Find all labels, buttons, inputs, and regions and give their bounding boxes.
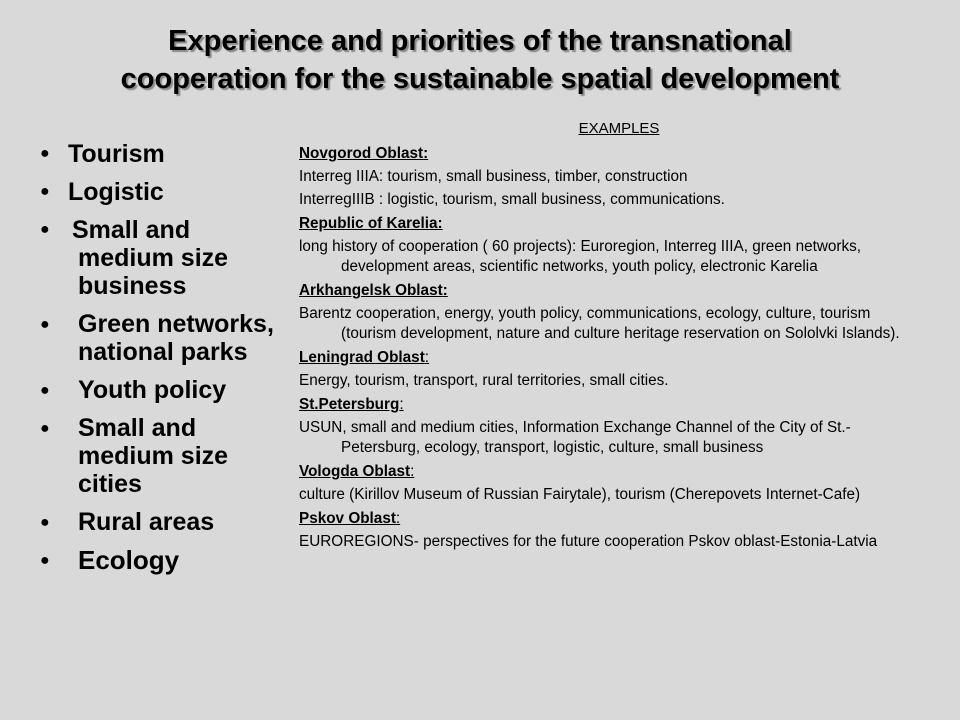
- region-heading: [299, 508, 924, 529]
- priority-item: [40, 310, 290, 366]
- bullet-icon: ●: [40, 514, 50, 531]
- slide-title-line-1: Experience and priorities of the transnational: [168, 25, 792, 57]
- region-example: USUN, small and medium cities, Information Exchange Channel of the City of St.-Petersburg, ecology, transport, logistic, culture, small business: [299, 419, 851, 456]
- region-heading: [299, 461, 924, 482]
- region-name: Arkhangelsk Oblast: [299, 282, 443, 299]
- region-heading: [299, 347, 924, 368]
- priority-label: Rural areas: [78, 508, 215, 536]
- region-example: Barentz cooperation, energy, youth policy, communications, ecology, culture, tourism (tourism development, nature and culture heritage reservation on Sololvki Islands).: [299, 305, 900, 342]
- examples-heading: EXAMPLES: [578, 120, 660, 137]
- priority-item: [40, 178, 290, 206]
- priority-label: Small and medium size business: [72, 216, 229, 300]
- priority-item: [40, 216, 290, 300]
- slide-title: [20, 22, 940, 98]
- region-colon: :: [395, 510, 401, 527]
- region-example: EUROREGIONS- perspectives for the future cooperation Pskov oblast-Estonia-Latvia: [299, 533, 878, 550]
- region-example: Energy, tourism, transport, rural territories, small cities.: [299, 372, 669, 389]
- bullet-icon: ●: [40, 552, 50, 569]
- examples-panel: [299, 118, 924, 552]
- region-colon: :: [410, 463, 415, 480]
- priority-label: Logistic: [68, 178, 164, 206]
- region-example: culture (Kirillov Museum of Russian Fairytale), tourism (Cherepovets Internet-Cafe): [299, 486, 861, 503]
- priority-item: [40, 546, 290, 574]
- region-colon: :: [442, 282, 448, 299]
- region-name: Novgorod Oblast: [299, 145, 424, 162]
- bullet-icon: ●: [40, 316, 50, 333]
- priority-item: [40, 414, 290, 498]
- bullet-icon: ●: [40, 420, 50, 437]
- region-example: long history of cooperation ( 60 projects): Euroregion, Interreg IIIA, green networks, development areas, scientific networks, youth policy, electronic Karelia: [299, 238, 862, 275]
- priority-item: [40, 140, 290, 168]
- bullet-icon: ●: [40, 183, 50, 200]
- region-heading: [299, 394, 924, 415]
- priority-label: Ecology: [78, 545, 180, 575]
- priority-label: Tourism: [68, 140, 165, 168]
- priority-label: Small and medium size cities: [78, 414, 229, 498]
- region-colon: :: [424, 349, 430, 366]
- region-name: St.Petersburg: [299, 396, 400, 413]
- priority-item: [40, 508, 290, 536]
- priorities-list: [40, 140, 290, 584]
- priority-item: [40, 376, 290, 404]
- region-example: InterregIIIB : logistic, tourism, small business, communications.: [299, 191, 725, 208]
- region-name: Vologda Oblast: [299, 463, 411, 480]
- priority-label: Green networks, national parks: [78, 310, 274, 366]
- region-name: Republic of Karelia:: [299, 215, 443, 232]
- slide-title-line-2: cooperation for the sustainable spatial development: [120, 63, 840, 95]
- bullet-icon: ●: [40, 221, 50, 238]
- bullet-icon: ●: [40, 382, 50, 399]
- region-name: Leningrad Oblast: [299, 349, 425, 366]
- bullet-icon: ●: [40, 145, 50, 162]
- priority-label: Youth policy: [78, 376, 227, 404]
- region-heading: [299, 213, 924, 234]
- region-colon: :: [423, 145, 429, 162]
- region-name: Pskov Oblast: [299, 510, 396, 527]
- region-heading: [299, 143, 924, 164]
- region-example: Interreg IIIA: tourism, small business, timber, construction: [299, 168, 688, 185]
- region-colon: :: [399, 396, 404, 413]
- region-heading: [299, 280, 924, 301]
